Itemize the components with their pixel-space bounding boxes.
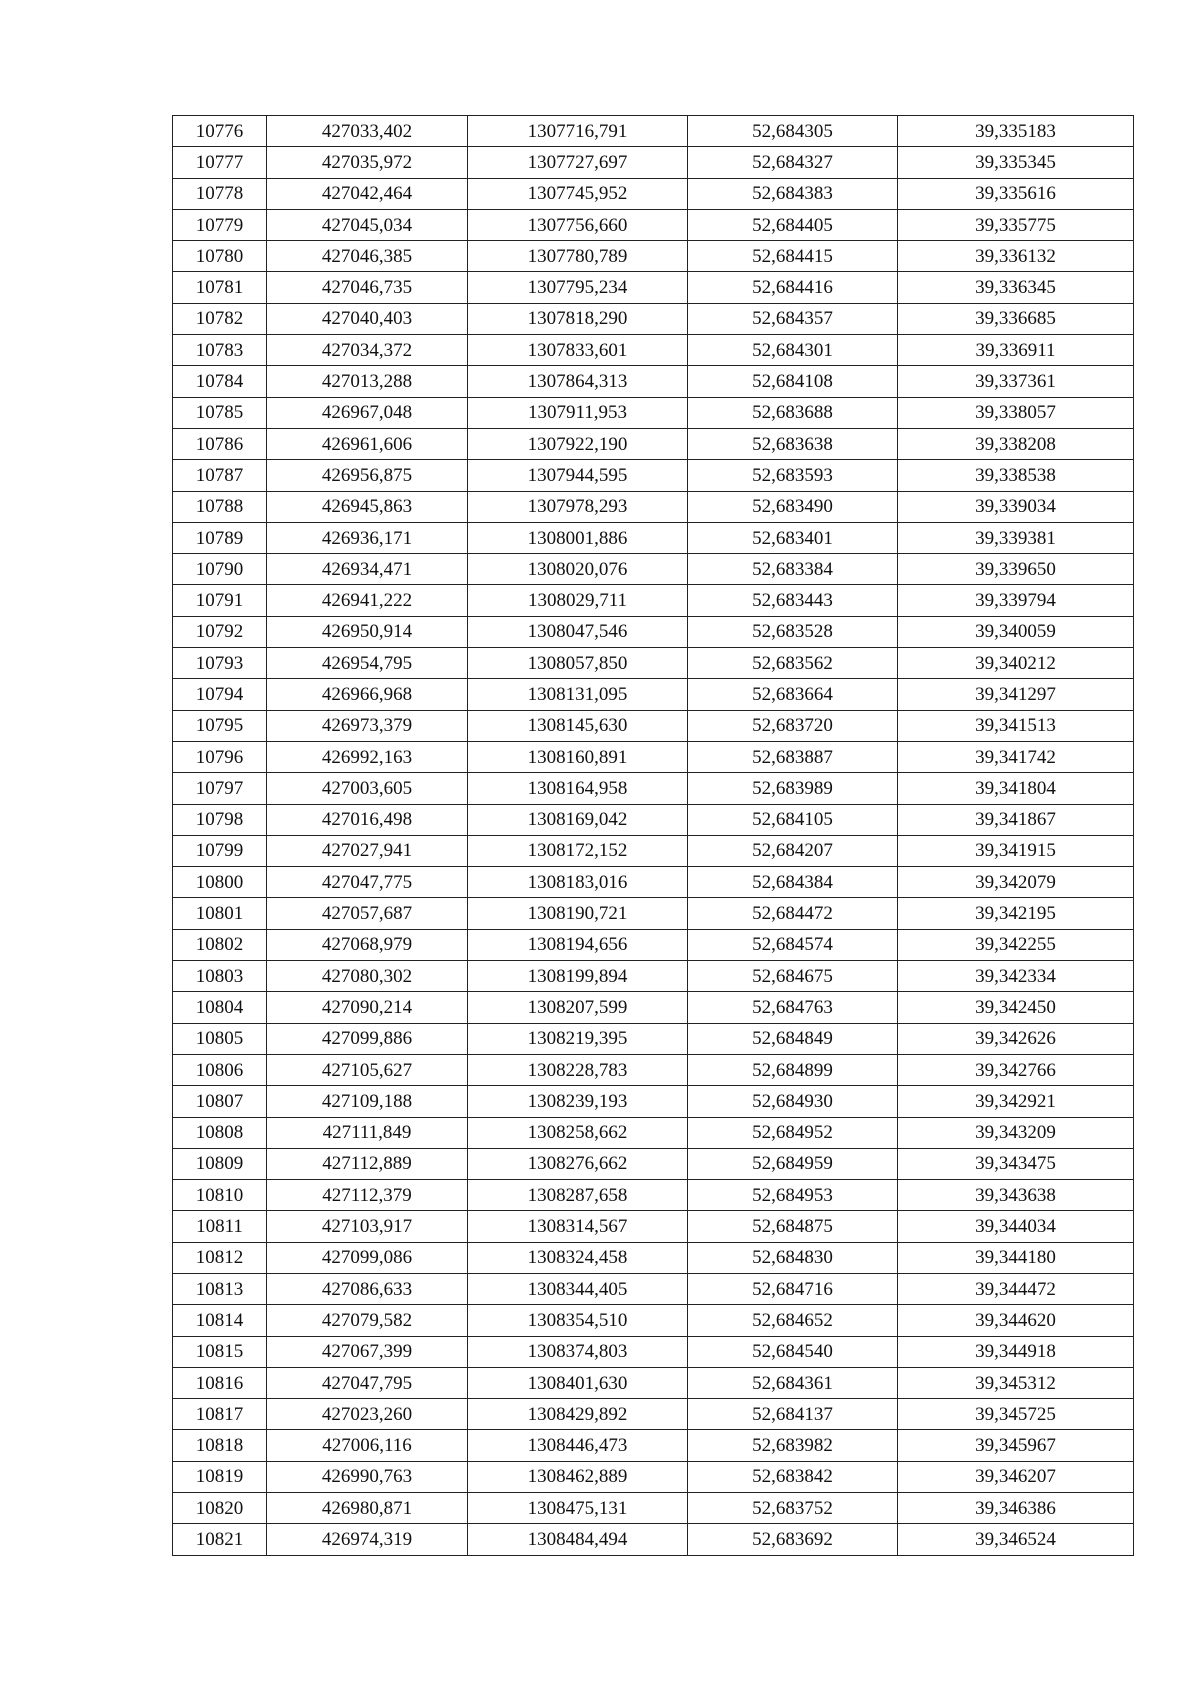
x-coordinate-cell: 427034,372 [267,335,468,366]
y-coordinate-cell: 1308354,510 [468,1305,688,1336]
x-coordinate-cell: 427003,605 [267,773,468,804]
y-coordinate-cell: 1308374,803 [468,1336,688,1367]
latitude-cell: 52,684763 [688,992,898,1023]
x-coordinate-cell: 426950,914 [267,616,468,647]
point-number-cell: 10819 [173,1461,267,1492]
latitude-cell: 52,684384 [688,867,898,898]
x-coordinate-cell: 427086,633 [267,1273,468,1304]
latitude-cell: 52,684716 [688,1273,898,1304]
table-row [173,1148,1134,1179]
longitude-cell: 39,345725 [898,1399,1134,1430]
x-coordinate-cell: 427103,917 [267,1211,468,1242]
longitude-cell: 39,343638 [898,1180,1134,1211]
longitude-cell: 39,344180 [898,1242,1134,1273]
table-row [173,867,1134,898]
y-coordinate-cell: 1308446,473 [468,1430,688,1461]
x-coordinate-cell: 426974,319 [267,1524,468,1555]
point-number-cell: 10803 [173,961,267,992]
latitude-cell: 52,684108 [688,366,898,397]
table-row [173,804,1134,835]
table-row [173,428,1134,459]
longitude-cell: 39,336345 [898,272,1134,303]
longitude-cell: 39,342195 [898,898,1134,929]
point-number-cell: 10779 [173,209,267,240]
latitude-cell: 52,683842 [688,1461,898,1492]
y-coordinate-cell: 1308160,891 [468,741,688,772]
y-coordinate-cell: 1308029,711 [468,585,688,616]
table-row [173,178,1134,209]
point-number-cell: 10805 [173,1023,267,1054]
x-coordinate-cell: 426934,471 [267,554,468,585]
y-coordinate-cell: 1308344,405 [468,1273,688,1304]
y-coordinate-cell: 1307727,697 [468,147,688,178]
table-row [173,1367,1134,1398]
y-coordinate-cell: 1308164,958 [468,773,688,804]
latitude-cell: 52,684875 [688,1211,898,1242]
y-coordinate-cell: 1308484,494 [468,1524,688,1555]
x-coordinate-cell: 427035,972 [267,147,468,178]
point-number-cell: 10780 [173,241,267,272]
table-row [173,741,1134,772]
y-coordinate-cell: 1308169,042 [468,804,688,835]
latitude-cell: 52,684899 [688,1054,898,1085]
table-row [173,1430,1134,1461]
point-number-cell: 10810 [173,1180,267,1211]
x-coordinate-cell: 427013,288 [267,366,468,397]
x-coordinate-cell: 427045,034 [267,209,468,240]
y-coordinate-cell: 1308199,894 [468,961,688,992]
x-coordinate-cell: 426980,871 [267,1493,468,1524]
table-row [173,1023,1134,1054]
table-row [173,1054,1134,1085]
latitude-cell: 52,683593 [688,460,898,491]
latitude-cell: 52,683982 [688,1430,898,1461]
longitude-cell: 39,341867 [898,804,1134,835]
point-number-cell: 10812 [173,1242,267,1273]
x-coordinate-cell: 427109,188 [267,1086,468,1117]
x-coordinate-cell: 427047,795 [267,1367,468,1398]
x-coordinate-cell: 427105,627 [267,1054,468,1085]
y-coordinate-cell: 1307780,789 [468,241,688,272]
latitude-cell: 52,683562 [688,648,898,679]
latitude-cell: 52,683664 [688,679,898,710]
point-number-cell: 10814 [173,1305,267,1336]
longitude-cell: 39,335775 [898,209,1134,240]
longitude-cell: 39,342255 [898,929,1134,960]
longitude-cell: 39,346524 [898,1524,1134,1555]
table-row [173,773,1134,804]
longitude-cell: 39,340212 [898,648,1134,679]
point-number-cell: 10783 [173,335,267,366]
table-row [173,460,1134,491]
latitude-cell: 52,684953 [688,1180,898,1211]
table-row [173,241,1134,272]
table-row [173,272,1134,303]
y-coordinate-cell: 1307745,952 [468,178,688,209]
table-row [173,522,1134,553]
coordinates-table [172,115,1134,1556]
x-coordinate-cell: 426936,171 [267,522,468,553]
latitude-cell: 52,684301 [688,335,898,366]
table-row [173,1211,1134,1242]
coordinates-table-body [173,116,1134,1556]
x-coordinate-cell: 427027,941 [267,835,468,866]
point-number-cell: 10797 [173,773,267,804]
point-number-cell: 10801 [173,898,267,929]
table-row [173,491,1134,522]
x-coordinate-cell: 426967,048 [267,397,468,428]
latitude-cell: 52,683443 [688,585,898,616]
y-coordinate-cell: 1308287,658 [468,1180,688,1211]
longitude-cell: 39,342334 [898,961,1134,992]
table-row [173,1273,1134,1304]
longitude-cell: 39,345967 [898,1430,1134,1461]
point-number-cell: 10807 [173,1086,267,1117]
table-row [173,1336,1134,1367]
x-coordinate-cell: 426954,795 [267,648,468,679]
x-coordinate-cell: 427068,979 [267,929,468,960]
longitude-cell: 39,335616 [898,178,1134,209]
point-number-cell: 10800 [173,867,267,898]
x-coordinate-cell: 427023,260 [267,1399,468,1430]
y-coordinate-cell: 1307978,293 [468,491,688,522]
y-coordinate-cell: 1308324,458 [468,1242,688,1273]
y-coordinate-cell: 1308429,892 [468,1399,688,1430]
table-row [173,1493,1134,1524]
longitude-cell: 39,336685 [898,303,1134,334]
point-number-cell: 10789 [173,522,267,553]
longitude-cell: 39,344034 [898,1211,1134,1242]
table-row [173,710,1134,741]
latitude-cell: 52,683887 [688,741,898,772]
point-number-cell: 10776 [173,116,267,147]
latitude-cell: 52,683528 [688,616,898,647]
x-coordinate-cell: 427099,886 [267,1023,468,1054]
latitude-cell: 52,683692 [688,1524,898,1555]
table-row [173,992,1134,1023]
y-coordinate-cell: 1307922,190 [468,428,688,459]
longitude-cell: 39,338538 [898,460,1134,491]
y-coordinate-cell: 1307795,234 [468,272,688,303]
x-coordinate-cell: 427046,385 [267,241,468,272]
latitude-cell: 52,684416 [688,272,898,303]
x-coordinate-cell: 427006,116 [267,1430,468,1461]
table-row [173,835,1134,866]
x-coordinate-cell: 427057,687 [267,898,468,929]
x-coordinate-cell: 427033,402 [267,116,468,147]
table-row [173,898,1134,929]
y-coordinate-cell: 1308258,662 [468,1117,688,1148]
y-coordinate-cell: 1308207,599 [468,992,688,1023]
longitude-cell: 39,343475 [898,1148,1134,1179]
point-number-cell: 10816 [173,1367,267,1398]
x-coordinate-cell: 426966,968 [267,679,468,710]
y-coordinate-cell: 1308131,095 [468,679,688,710]
point-number-cell: 10785 [173,397,267,428]
point-number-cell: 10792 [173,616,267,647]
longitude-cell: 39,345312 [898,1367,1134,1398]
table-row [173,679,1134,710]
latitude-cell: 52,683989 [688,773,898,804]
latitude-cell: 52,683688 [688,397,898,428]
point-number-cell: 10804 [173,992,267,1023]
y-coordinate-cell: 1308001,886 [468,522,688,553]
longitude-cell: 39,340059 [898,616,1134,647]
point-number-cell: 10809 [173,1148,267,1179]
point-number-cell: 10787 [173,460,267,491]
longitude-cell: 39,344620 [898,1305,1134,1336]
point-number-cell: 10793 [173,648,267,679]
x-coordinate-cell: 427067,399 [267,1336,468,1367]
table-row [173,1461,1134,1492]
x-coordinate-cell: 426956,875 [267,460,468,491]
x-coordinate-cell: 427047,775 [267,867,468,898]
y-coordinate-cell: 1308239,193 [468,1086,688,1117]
longitude-cell: 39,339794 [898,585,1134,616]
y-coordinate-cell: 1308401,630 [468,1367,688,1398]
table-row [173,585,1134,616]
longitude-cell: 39,342626 [898,1023,1134,1054]
x-coordinate-cell: 426990,763 [267,1461,468,1492]
longitude-cell: 39,343209 [898,1117,1134,1148]
x-coordinate-cell: 427042,464 [267,178,468,209]
y-coordinate-cell: 1308172,152 [468,835,688,866]
y-coordinate-cell: 1308219,395 [468,1023,688,1054]
longitude-cell: 39,346207 [898,1461,1134,1492]
longitude-cell: 39,336132 [898,241,1134,272]
y-coordinate-cell: 1307864,313 [468,366,688,397]
table-row [173,929,1134,960]
y-coordinate-cell: 1308462,889 [468,1461,688,1492]
point-number-cell: 10802 [173,929,267,960]
y-coordinate-cell: 1308228,783 [468,1054,688,1085]
y-coordinate-cell: 1308047,546 [468,616,688,647]
longitude-cell: 39,342766 [898,1054,1134,1085]
point-number-cell: 10781 [173,272,267,303]
y-coordinate-cell: 1308475,131 [468,1493,688,1524]
point-number-cell: 10808 [173,1117,267,1148]
point-number-cell: 10817 [173,1399,267,1430]
point-number-cell: 10786 [173,428,267,459]
table-row [173,209,1134,240]
longitude-cell: 39,339381 [898,522,1134,553]
latitude-cell: 52,684952 [688,1117,898,1148]
point-number-cell: 10795 [173,710,267,741]
latitude-cell: 52,684540 [688,1336,898,1367]
latitude-cell: 52,683384 [688,554,898,585]
latitude-cell: 52,683638 [688,428,898,459]
longitude-cell: 39,335345 [898,147,1134,178]
latitude-cell: 52,684207 [688,835,898,866]
y-coordinate-cell: 1308194,656 [468,929,688,960]
longitude-cell: 39,339034 [898,491,1134,522]
x-coordinate-cell: 427090,214 [267,992,468,1023]
x-coordinate-cell: 427046,735 [267,272,468,303]
table-row [173,1399,1134,1430]
y-coordinate-cell: 1308020,076 [468,554,688,585]
point-number-cell: 10794 [173,679,267,710]
table-row [173,554,1134,585]
point-number-cell: 10799 [173,835,267,866]
table-row [173,1180,1134,1211]
point-number-cell: 10788 [173,491,267,522]
latitude-cell: 52,684415 [688,241,898,272]
y-coordinate-cell: 1308314,567 [468,1211,688,1242]
longitude-cell: 39,337361 [898,366,1134,397]
table-row [173,1086,1134,1117]
latitude-cell: 52,683401 [688,522,898,553]
longitude-cell: 39,342079 [898,867,1134,898]
latitude-cell: 52,683720 [688,710,898,741]
point-number-cell: 10815 [173,1336,267,1367]
table-row [173,397,1134,428]
x-coordinate-cell: 427016,498 [267,804,468,835]
y-coordinate-cell: 1307716,791 [468,116,688,147]
point-number-cell: 10778 [173,178,267,209]
table-row [173,147,1134,178]
point-number-cell: 10777 [173,147,267,178]
y-coordinate-cell: 1308183,016 [468,867,688,898]
table-row [173,366,1134,397]
x-coordinate-cell: 426945,863 [267,491,468,522]
table-row [173,1305,1134,1336]
y-coordinate-cell: 1307833,601 [468,335,688,366]
longitude-cell: 39,344918 [898,1336,1134,1367]
latitude-cell: 52,684405 [688,209,898,240]
table-row [173,303,1134,334]
point-number-cell: 10798 [173,804,267,835]
table-row [173,116,1134,147]
longitude-cell: 39,341804 [898,773,1134,804]
longitude-cell: 39,339650 [898,554,1134,585]
latitude-cell: 52,684357 [688,303,898,334]
latitude-cell: 52,684959 [688,1148,898,1179]
x-coordinate-cell: 426992,163 [267,741,468,772]
y-coordinate-cell: 1307818,290 [468,303,688,334]
point-number-cell: 10820 [173,1493,267,1524]
longitude-cell: 39,336911 [898,335,1134,366]
latitude-cell: 52,684137 [688,1399,898,1430]
latitude-cell: 52,684830 [688,1242,898,1273]
table-row [173,961,1134,992]
y-coordinate-cell: 1307944,595 [468,460,688,491]
table-row [173,335,1134,366]
latitude-cell: 52,684849 [688,1023,898,1054]
latitude-cell: 52,684327 [688,147,898,178]
latitude-cell: 52,684361 [688,1367,898,1398]
table-row [173,616,1134,647]
x-coordinate-cell: 427111,849 [267,1117,468,1148]
x-coordinate-cell: 427079,582 [267,1305,468,1336]
x-coordinate-cell: 427112,889 [267,1148,468,1179]
point-number-cell: 10782 [173,303,267,334]
point-number-cell: 10796 [173,741,267,772]
y-coordinate-cell: 1307911,953 [468,397,688,428]
y-coordinate-cell: 1308057,850 [468,648,688,679]
y-coordinate-cell: 1308190,721 [468,898,688,929]
latitude-cell: 52,684652 [688,1305,898,1336]
y-coordinate-cell: 1308276,662 [468,1148,688,1179]
longitude-cell: 39,341742 [898,741,1134,772]
point-number-cell: 10818 [173,1430,267,1461]
table-row [173,1117,1134,1148]
point-number-cell: 10784 [173,366,267,397]
point-number-cell: 10811 [173,1211,267,1242]
x-coordinate-cell: 427080,302 [267,961,468,992]
longitude-cell: 39,341513 [898,710,1134,741]
x-coordinate-cell: 427112,379 [267,1180,468,1211]
longitude-cell: 39,341297 [898,679,1134,710]
point-number-cell: 10790 [173,554,267,585]
latitude-cell: 52,684472 [688,898,898,929]
latitude-cell: 52,684383 [688,178,898,209]
y-coordinate-cell: 1308145,630 [468,710,688,741]
latitude-cell: 52,683752 [688,1493,898,1524]
table-row [173,1242,1134,1273]
latitude-cell: 52,684930 [688,1086,898,1117]
latitude-cell: 52,683490 [688,491,898,522]
point-number-cell: 10791 [173,585,267,616]
table-row [173,1524,1134,1555]
point-number-cell: 10813 [173,1273,267,1304]
longitude-cell: 39,335183 [898,116,1134,147]
longitude-cell: 39,341915 [898,835,1134,866]
latitude-cell: 52,684574 [688,929,898,960]
point-number-cell: 10821 [173,1524,267,1555]
longitude-cell: 39,338208 [898,428,1134,459]
x-coordinate-cell: 427040,403 [267,303,468,334]
table-row [173,648,1134,679]
x-coordinate-cell: 426961,606 [267,428,468,459]
longitude-cell: 39,342450 [898,992,1134,1023]
latitude-cell: 52,684675 [688,961,898,992]
longitude-cell: 39,342921 [898,1086,1134,1117]
longitude-cell: 39,344472 [898,1273,1134,1304]
point-number-cell: 10806 [173,1054,267,1085]
x-coordinate-cell: 427099,086 [267,1242,468,1273]
x-coordinate-cell: 426941,222 [267,585,468,616]
latitude-cell: 52,684105 [688,804,898,835]
latitude-cell: 52,684305 [688,116,898,147]
longitude-cell: 39,346386 [898,1493,1134,1524]
x-coordinate-cell: 426973,379 [267,710,468,741]
longitude-cell: 39,338057 [898,397,1134,428]
y-coordinate-cell: 1307756,660 [468,209,688,240]
